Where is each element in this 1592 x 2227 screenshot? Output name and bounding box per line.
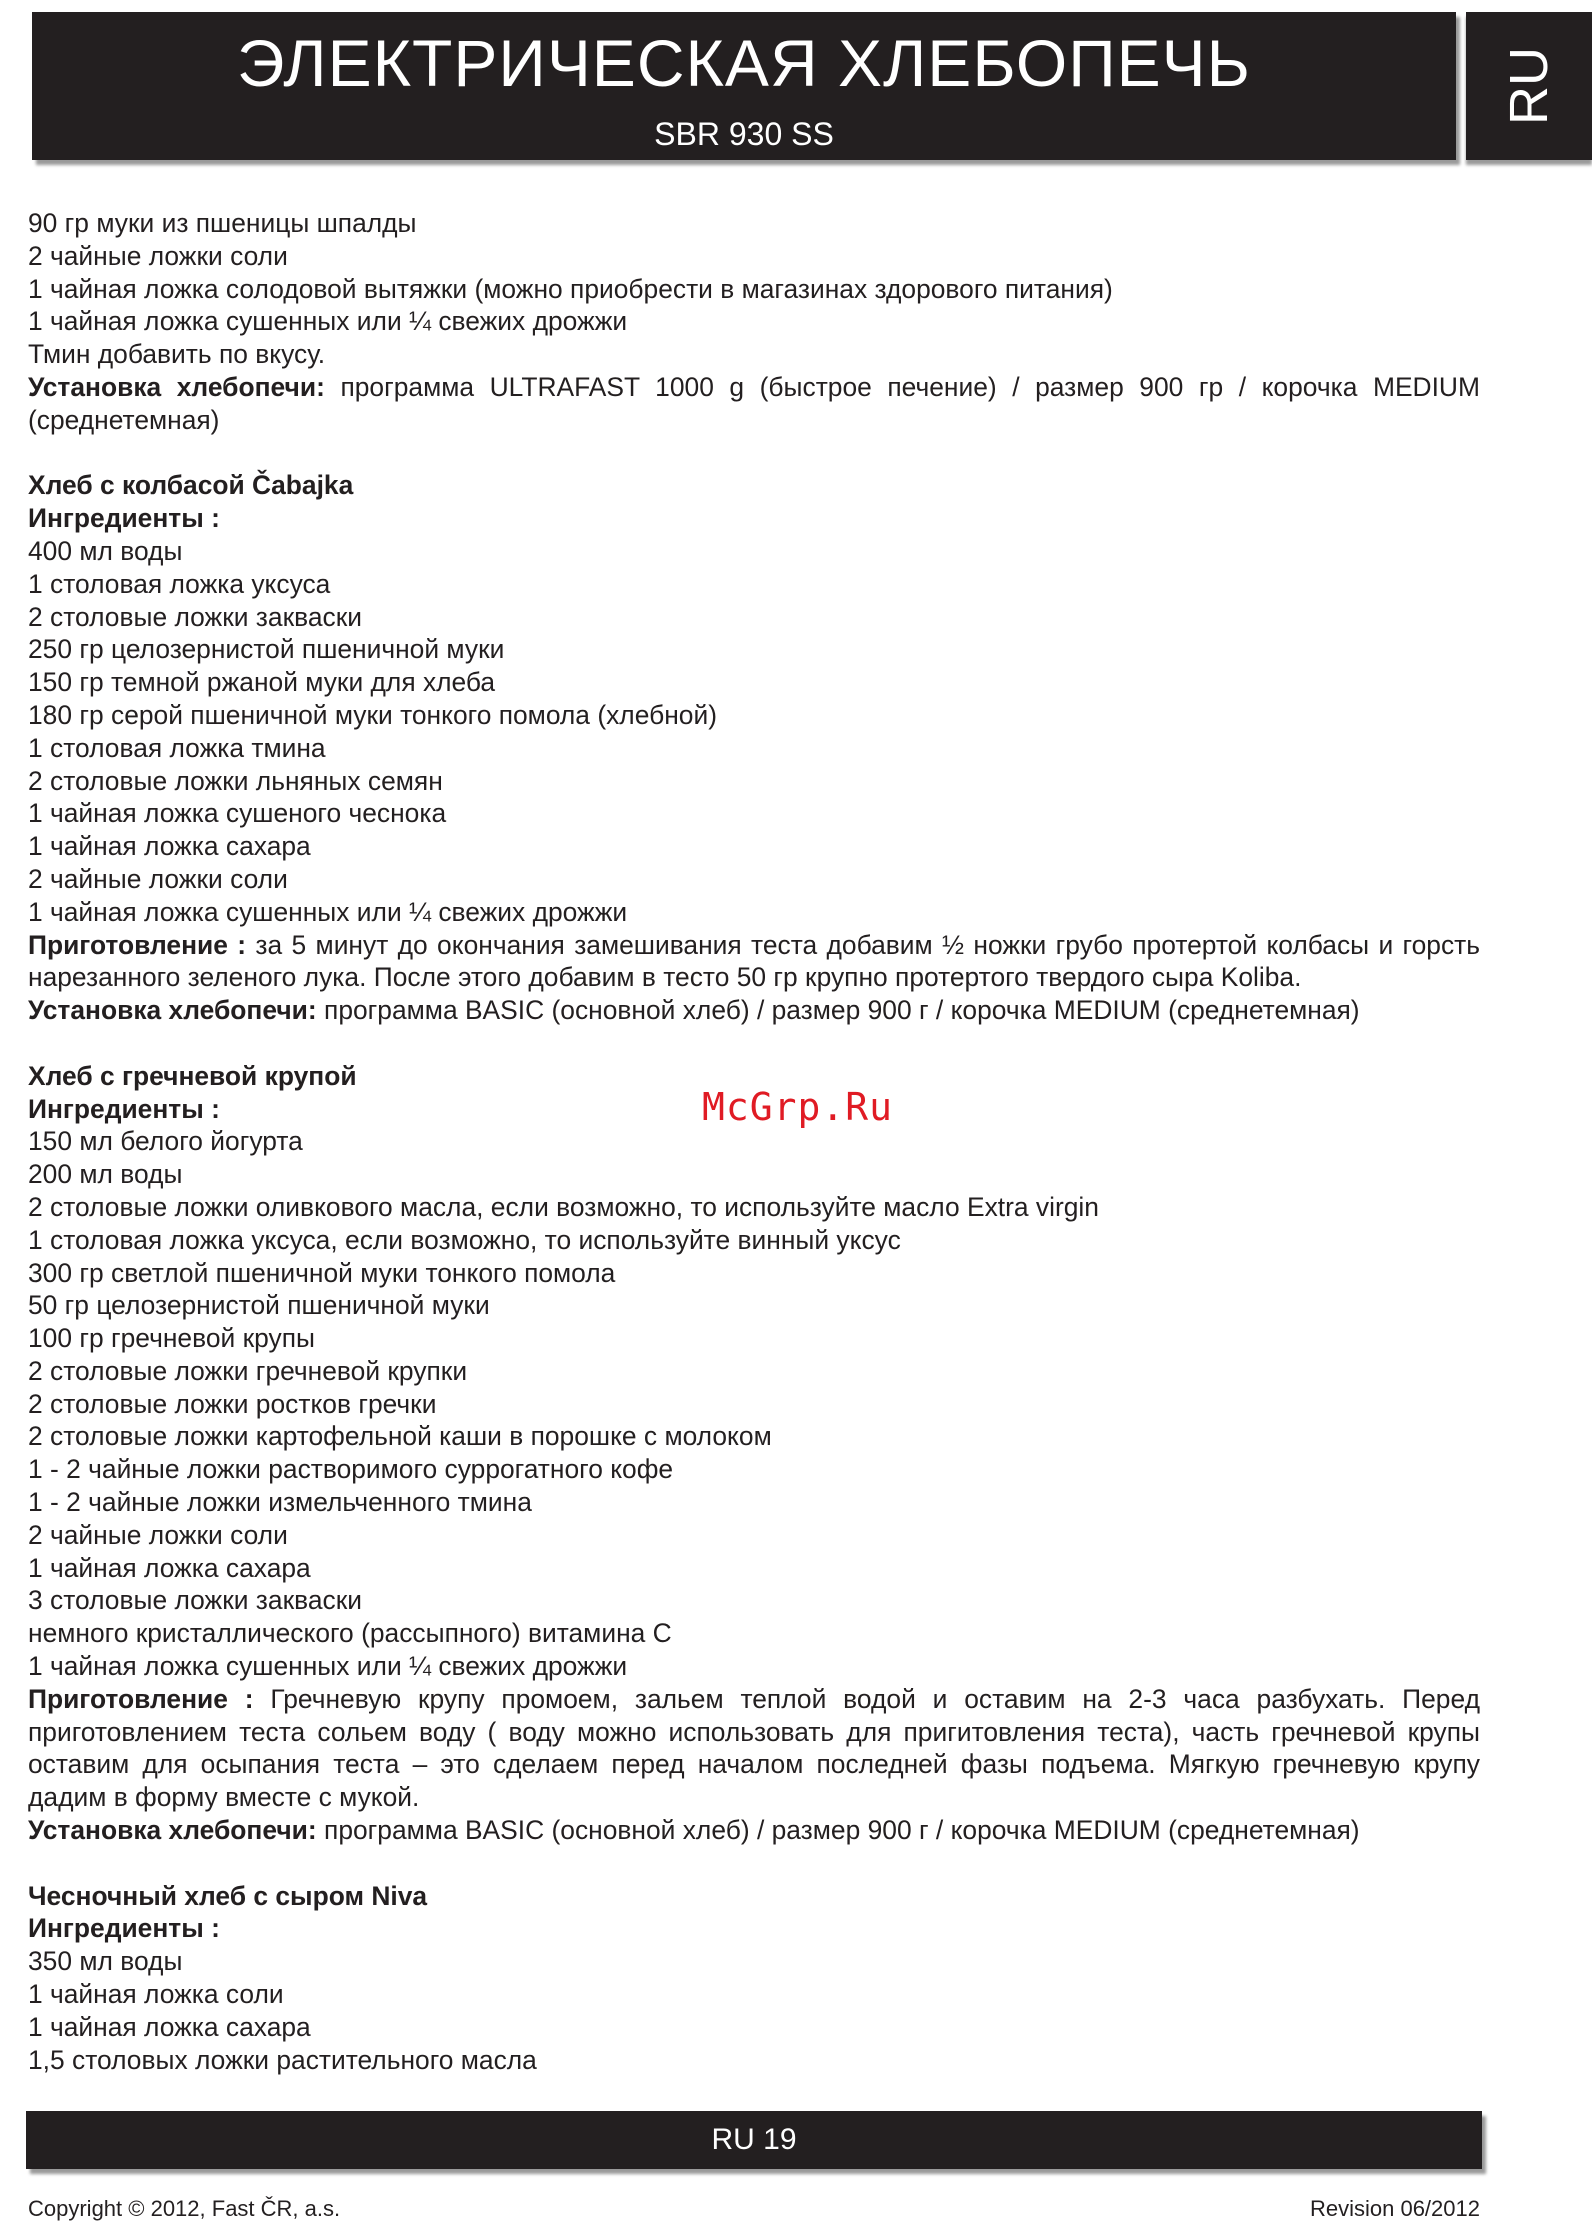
preparation-label: Приготовление : (28, 1683, 254, 1714)
recipe-title: Хлеб с гречневой крупой (28, 1060, 357, 1091)
ingredient-line: 1 чайная ложка сушеного чеснока (28, 798, 447, 829)
setting-label: Установка хлебопечи: (28, 995, 317, 1026)
ingredient-line: 1 чайная ложка сахара (28, 2011, 311, 2042)
page-content (28, 207, 1480, 2076)
language-tab-label: RU (1499, 47, 1559, 125)
document-title: ЭЛЕКТРИЧЕСКАЯ ХЛЕБОПЕЧЬ (237, 26, 1251, 100)
ingredient-line: 2 чайные ложки соли (28, 863, 288, 894)
preparation (28, 929, 1480, 995)
ingredient-line: немного кристаллического (рассыпного) витамина C (28, 1618, 672, 1649)
ingredient-line: 1 чайная ложка сахара (28, 831, 311, 862)
ingredients-label: Ингредиенты : (28, 1913, 220, 1944)
ingredient-line: 100 гр гречневой крупы (28, 1323, 315, 1354)
machine-setting (28, 994, 1480, 1027)
machine-setting (28, 1814, 1480, 1847)
setting-label: Установка хлебопечи: (28, 371, 325, 402)
recipe-title: Хлеб с колбасой Čabajka (28, 470, 354, 501)
ingredient-line: 50 гр целозернистой пшеничной муки (28, 1290, 490, 1321)
ingredient-line: 2 столовые ложки оливкового масла, если возможно, то используйте масло Extra virgin (28, 1191, 1099, 1222)
ingredient-line: 1 столовая ложка уксуса, если возможно, то используйте винный уксус (28, 1224, 901, 1255)
ingredient-line: Тмин добавить по вкусу. (28, 339, 326, 370)
ingredient-line: 2 столовые ложки картофельной каши в порошке с молоком (28, 1421, 772, 1452)
ingredient-line: 1,5 столовых ложки растительного масла (28, 2044, 537, 2075)
ingredient-line: 2 чайные ложки соли (28, 1519, 288, 1550)
ingredient-line: 150 мл белого йогурта (28, 1126, 303, 1157)
ingredient-line: 2 столовые ложки закваски (28, 601, 363, 632)
ingredient-line: 1 чайная ложка сахара (28, 1552, 311, 1583)
ingredient-line: 250 гр целозернистой пшеничной муки (28, 634, 505, 665)
ingredient-line: 300 гр светлой пшеничной муки тонкого помола (28, 1257, 616, 1288)
header-bar (32, 12, 1456, 160)
ingredient-line: 200 мл воды (28, 1159, 183, 1190)
ingredient-line: 350 мл воды (28, 1946, 183, 1977)
ingredients-label: Ингредиенты : (28, 503, 220, 534)
ingredient-line: 1 чайная ложка сушенных или ¼ свежих дрожжи (28, 1651, 628, 1682)
machine-setting (28, 371, 1480, 437)
ingredients-label: Ингредиенты : (28, 1093, 220, 1124)
setting-text: программа ULTRAFAST 1000 g (быстрое печение) / размер 900 гр / корочка MEDIUM (среднетемная) (28, 371, 1480, 435)
model-number: SBR 930 SS (654, 116, 834, 152)
preparation-label: Приготовление : (28, 929, 247, 960)
watermark: McGrp.Ru (702, 1085, 894, 1129)
ingredient-line: 180 гр серой пшеничной муки тонкого помола (хлебной) (28, 699, 717, 730)
ingredient-line: 400 мл воды (28, 535, 183, 566)
ingredient-line: 1 чайная ложка солодовой вытяжки (можно приобрести в магазинах здорового питания) (28, 273, 1113, 304)
setting-label: Установка хлебопечи: (28, 1815, 317, 1846)
ingredient-line: 2 столовые ложки ростков гречки (28, 1388, 437, 1419)
ingredient-line: 1 - 2 чайные ложки растворимого суррогатного кофе (28, 1454, 674, 1485)
ingredient-line: 1 чайная ложка соли (28, 1979, 284, 2010)
preparation-text: Гречневую крупу промоем, зальем теплой водой и оставим на 2-3 часа разбухать. Перед приготовлением теста сольем воду ( воду можно использовать для пригитовления теста), часть гречневой крупы оставим для осыпания теста – это сделаем перед началом последней фазы подъема. Мягкую гречневую крупу дадим в форму вместе с мукой. (28, 1683, 1480, 1813)
ingredient-line: 3 столовые ложки закваски (28, 1585, 363, 1616)
ingredient-line: 1 чайная ложка сушенных или ¼ свежих дрожжи (28, 896, 628, 927)
revision: Revision 06/2012 (1309, 2196, 1480, 2221)
ingredient-line: 1 - 2 чайные ложки измельченного тмина (28, 1487, 532, 1518)
footer-bar (26, 2111, 1482, 2169)
page-number: RU 19 (711, 2123, 797, 2156)
ingredient-line: 90 гр муки из пшеницы шпалды (28, 208, 417, 238)
ingredient-line: 1 столовая ложка уксуса (28, 568, 331, 599)
ingredient-line: 1 столовая ложка тмина (28, 732, 326, 763)
ingredient-line: 1 чайная ложка сушенных или ¼ свежих дрожжи (28, 306, 628, 337)
preparation (28, 1683, 1480, 1814)
ingredient-line: 2 чайные ложки соли (28, 240, 288, 271)
setting-text: программа BASIC (основной хлеб) / размер 900 г / корочка MEDIUM (среднетемная) (324, 1815, 1360, 1846)
ingredient-line: 2 столовые ложки гречневой крупки (28, 1355, 468, 1386)
ingredient-line: 150 гр темной ржаной муки для хлеба (28, 667, 496, 698)
language-tab (1466, 12, 1592, 160)
preparation-text: за 5 минут до окончания замешивания теста добавим ½ ножки грубо протертой колбасы и горсть нарезанного зеленого лука. После этого добавим в тесто 50 гр крупно протертого твердого сыра Koliba. (28, 929, 1480, 993)
setting-text: программа BASIC (основной хлеб) / размер 900 г / корочка MEDIUM (среднетемная) (324, 995, 1360, 1026)
recipe-title: Чесночный хлеб с сыром Niva (28, 1880, 428, 1911)
copyright: Copyright © 2012, Fast ČR, a.s. (28, 2196, 341, 2221)
ingredient-line: 2 столовые ложки льняных семян (28, 765, 443, 796)
